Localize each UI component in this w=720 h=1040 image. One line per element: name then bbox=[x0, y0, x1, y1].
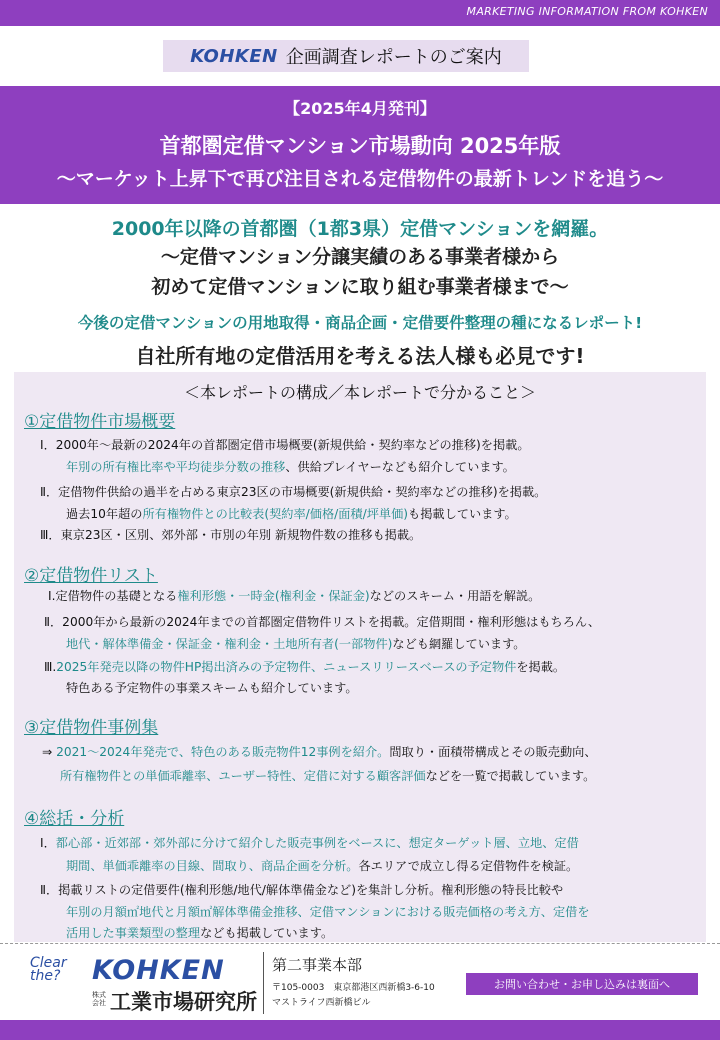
lead-line-2: ～定借マンション分譲実績のある事業者様から bbox=[160, 246, 560, 268]
top-banner-text: MARKETING INFORMATION FROM KOHKEN bbox=[466, 5, 708, 18]
contact-button-label: お問い合わせ・お申し込みは裏面へ bbox=[494, 978, 670, 991]
section-line: Ⅰ．2000年～最新の2024年の首都圏定借市場概要(新規供給・契約率などの推移)を掲載。 bbox=[40, 438, 530, 452]
report-logo-box bbox=[163, 40, 529, 72]
lead-line-5: 自社所有地の定借活用を考える法人様も必見です! bbox=[135, 344, 585, 368]
section-line: 過去10年超の所有権物件との比較表(契約率/価格/面積/坪単価)も掲載しています。 bbox=[66, 507, 517, 521]
bottom-bar bbox=[0, 1020, 720, 1040]
lead-line-3: 初めて定借マンションに取り組む事業者様まで～ bbox=[151, 276, 569, 298]
address-line-1: 〒105-0003 東京都港区西新橋3-6-10 bbox=[272, 983, 435, 993]
top-banner bbox=[0, 0, 720, 26]
issue-date: 【2025年4月発刊】 bbox=[284, 99, 436, 118]
department-name: 第二事業本部 bbox=[272, 956, 363, 974]
section-line: 年別の月額㎡地代と月額㎡解体準備金推移、定借マンションにおける販売価格の考え方、定借を bbox=[66, 905, 590, 919]
company-brand: KOHKEN bbox=[92, 955, 225, 986]
section-line: Ⅲ.2025年発売以降の物件HP掲出済みの予定物件、ニュースリリースベースの予定物件を掲載。 bbox=[44, 660, 566, 674]
section-line: 所有権物件との単価乖離率、ユーザー特性、定借に対する顧客評価などを一覧で掲載しています。 bbox=[60, 769, 596, 783]
lead-line-4: 今後の定借マンションの用地取得・商品企画・定借要件整理の種になるレポート! bbox=[77, 314, 643, 332]
report-type-label: 企画調査レポートのご案内 bbox=[285, 47, 502, 68]
contents-box bbox=[14, 372, 706, 942]
section-line: ⇒ 2021～2024年発売で、特色のある販売物件12事例を紹介。間取り・面積帯構成とその販売動向、 bbox=[42, 745, 597, 759]
section-line: Ⅰ．都心部・近郊部・郊外部に分けて紹介した販売事例をベースに、想定ターゲット層、立地、定借 bbox=[40, 836, 579, 850]
title-band bbox=[0, 86, 720, 204]
section-line: 特色ある予定物件の事業スキームも紹介しています。 bbox=[66, 681, 358, 695]
corp-kind: 株式会社 bbox=[92, 991, 106, 1007]
section-title: ④総括・分析 bbox=[24, 809, 125, 829]
section-line: 年別の所有権比率や平均徒歩分数の推移、供給プレイヤーなども紹介しています。 bbox=[66, 460, 515, 474]
address-line-2: マストライフ西新橋ビル bbox=[272, 998, 371, 1008]
report-title: 首都圏定借マンション市場動向 2025年版 bbox=[159, 134, 561, 158]
company-logo bbox=[30, 955, 260, 1017]
section-title: ①定借物件市場概要 bbox=[24, 412, 176, 432]
section-line: Ⅰ.定借物件の基礎となる権利形態・一時金(権利金・保証金)などのスキーム・用語を解説。 bbox=[48, 589, 541, 603]
section-line: Ⅲ．東京23区・区別、郊外部・市別の年別 新規物件数の推移も掲載。 bbox=[40, 528, 422, 542]
footer-vertical-divider bbox=[263, 952, 264, 1014]
section-line: Ⅱ．定借物件供給の過半を占める東京23区の市場概要(新規供給・契約率などの推移)を掲載。 bbox=[40, 485, 547, 499]
contact-button[interactable] bbox=[466, 973, 698, 995]
lead-line-1: 2000年以降の首都圏（1都3県）定借マンションを網羅。 bbox=[111, 218, 609, 240]
brand-logo: KOHKEN bbox=[190, 45, 278, 67]
section-title: ②定借物件リスト bbox=[24, 566, 158, 586]
section-line: Ⅱ．2000年から最新の2024年までの首都圏定借物件リストを掲載。定借期間・権利形態はもちろん、 bbox=[44, 615, 601, 629]
section-line: 活用した事業類型の整理なども掲載しています。 bbox=[66, 926, 334, 940]
report-subtitle: ～マーケット上昇下で再び注目される定借物件の最新トレンドを追う～ bbox=[56, 168, 664, 190]
section-line: Ⅱ．掲載リストの定借要件(権利形態/地代/解体準備金など)を集計し分析。権利形態の特長比較や bbox=[40, 883, 564, 897]
section-line: 期間、単価乖離率の目線、間取り、商品企画を分析。各エリアで成立し得る定借物件を検証。 bbox=[66, 859, 579, 873]
clear-the-logo-mark: Clear the? bbox=[30, 955, 67, 984]
footer-divider bbox=[0, 943, 720, 944]
company-name: 工業市場研究所 bbox=[110, 990, 257, 1014]
contents-heading: ＜本レポートの構成／本レポートで分かること＞ bbox=[183, 383, 536, 402]
section-line: 地代・解体準備金・保証金・権利金・土地所有者(一部物件)なども網羅しています。 bbox=[66, 637, 526, 651]
section-title: ③定借物件事例集 bbox=[24, 718, 159, 738]
